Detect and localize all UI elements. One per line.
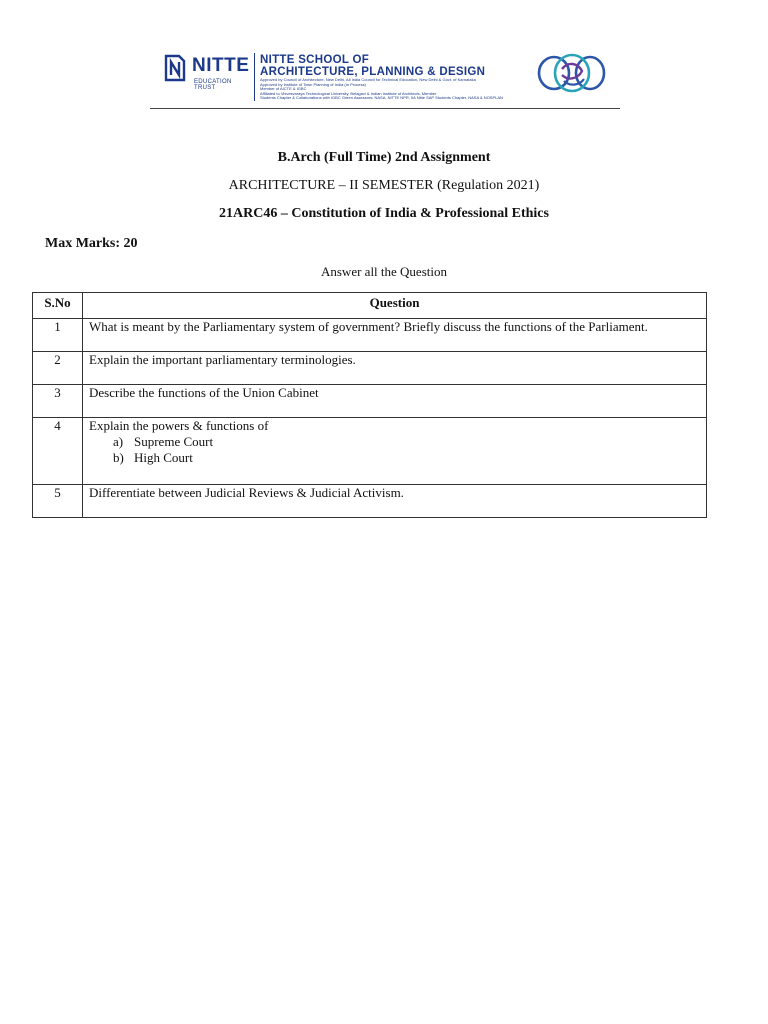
header-rule [150,108,620,109]
table-header-row [33,293,707,319]
accreditation-line: Affiliated to Visvesvaraya Technological University, Belagavi & Indian Institute of Architects, Member [260,90,437,96]
question-cell [83,418,707,485]
nitte-logo [162,53,252,93]
table-row [33,485,707,518]
sub-question-label: b) [113,450,124,465]
question-number: 3 [33,385,83,418]
school-name [260,54,530,101]
school-name-line2: ARCHITECTURE, PLANNING & DESIGN [260,66,486,78]
sub-question-label: a) [113,434,124,449]
semester-line: ARCHITECTURE – II SEMESTER (Regulation 2021) [228,178,540,193]
question-text: Explain the powers & functions of [89,418,269,433]
accreditation-line: Students Chapter & Collaborations with IGBC Green Assessors: NASA, NITTE NPR, IIA Nitte SAP Students Chapter, NASA & NOSPLAN [260,95,503,101]
letterhead [150,45,620,109]
question-table [32,292,707,518]
sub-question-text: High Court [134,450,193,465]
accreditation-line: Approved by Institute of Town Planning of India (In Process) [260,81,366,87]
school-emblem-icon [536,51,608,93]
question-number: 2 [33,352,83,385]
question-text: What is meant by the Parliamentary system of government? Briefly discuss the functions of the Parliament. [83,319,707,352]
brand-subtitle: EDUCATION TRUST [194,79,232,91]
instruction: Answer all the Question [320,264,447,279]
max-marks: Max Marks: 20 [45,236,138,251]
accreditation-line: Approved by Council of Architecture, New Delhi, All India Council for Technical Education, New Delhi & Govt. of Karnataka [260,77,476,82]
accreditation-line: Member of AICTE & IGBC [260,86,307,92]
table-row [33,352,707,385]
school-name-line1: NITTE SCHOOL OF [260,54,370,66]
question-number: 5 [33,485,83,518]
table-row [33,319,707,352]
question-text: Explain the important parliamentary terminologies. [83,352,707,385]
column-header-question: Question [83,293,707,319]
question-text: Differentiate between Judicial Reviews & Judicial Activism. [83,485,707,518]
assignment-title: B.Arch (Full Time) 2nd Assignment [277,150,491,165]
brand-name: NITTE [192,55,250,76]
course-title: 21ARC46 – Constitution of India & Professional Ethics [219,206,549,221]
sub-question-text: Supreme Court [134,434,214,449]
sub-question [113,450,706,466]
question-text: Describe the functions of the Union Cabinet [83,385,707,418]
column-header-sno: S.No [33,293,83,319]
header-divider [254,53,255,101]
question-number: 4 [33,418,83,485]
table-row [33,418,707,485]
table-row [33,385,707,418]
sub-question [113,434,706,450]
question-number: 1 [33,319,83,352]
nitte-emblem-icon [162,53,188,83]
